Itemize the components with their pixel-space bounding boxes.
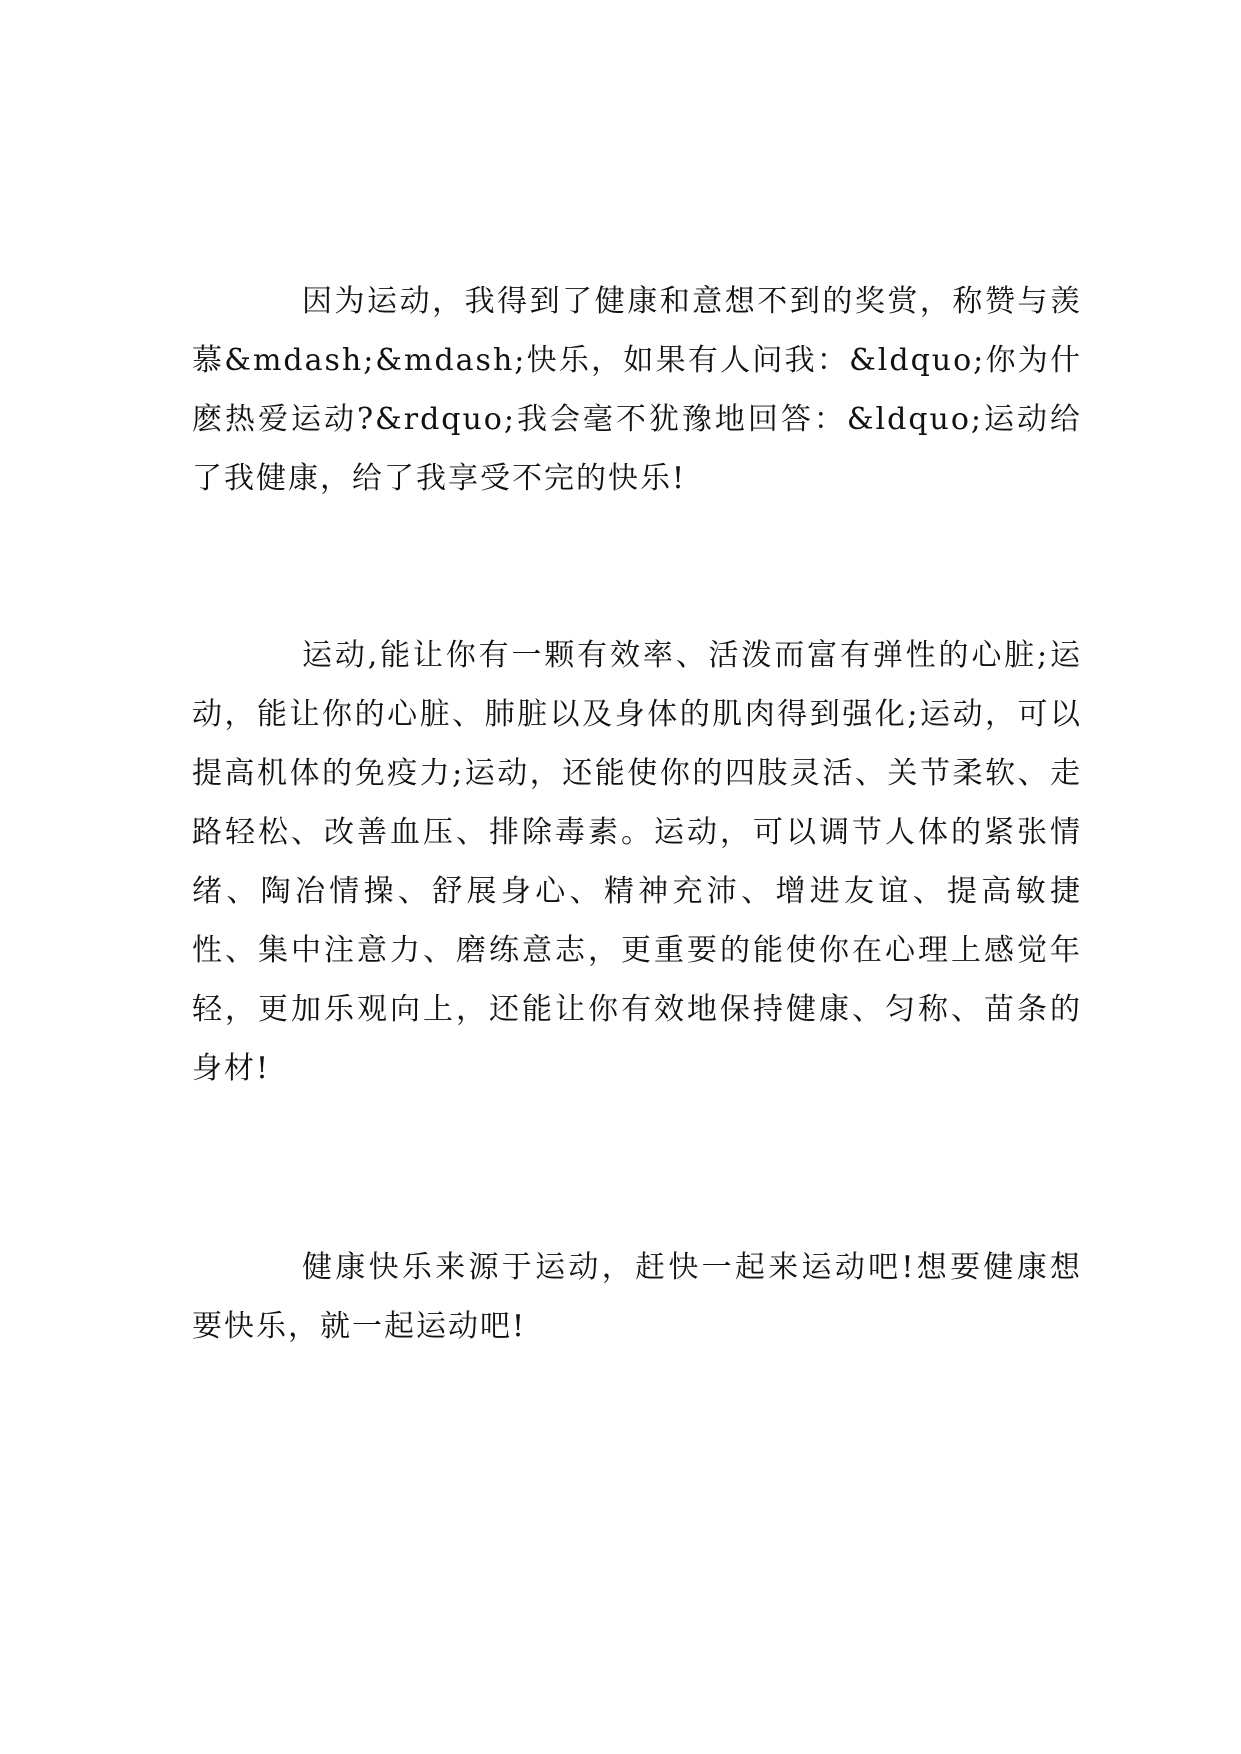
paragraph-2: 运动,能让你有一颗有效率、活泼而富有弹性的心脏;运动，能让你的心脏、肺脏以及身体的肌肉得到强化;运动，可以提高机体的免疫力;运动，还能使你的四肢灵活、关节柔软、走路轻松、改善血压、排除毒素。运动，可以调节人体的紧张情绪、陶冶情操、舒展身心、精神充沛、增进友谊、提高敏捷性、集中注意力、磨练意志，更重要的能使你在心理上感觉年轻，更加乐观向上，还能让你有效地保持健康、匀称、苗条的身材! (192, 638, 1082, 1086)
paragraph-1: 因为运动，我得到了健康和意想不到的奖赏，称赞与羡慕&mdash;&mdash;快乐，如果有人问我：&ldquo;你为什麽热爱运动?&rdquo;我会毫不犹豫地回答：&ldquo;运动给了我健康，给了我享受不完的快乐! (192, 284, 1082, 496)
paragraph-3: 健康快乐来源于运动，赶快一起来运动吧!想要健康想要快乐，就一起运动吧! (192, 1250, 1082, 1344)
